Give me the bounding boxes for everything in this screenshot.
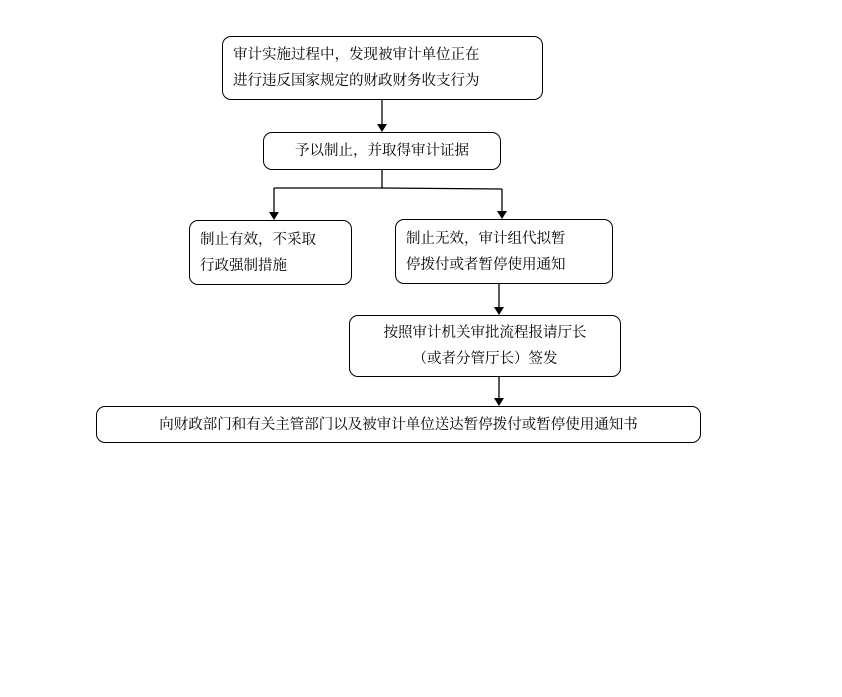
node-approval-line-1: 按照审计机关审批流程报请厅长	[383, 325, 587, 341]
node-start-line-2: 进行违反国家规定的财政财务收支行为	[233, 73, 480, 89]
node-ineffective-line-1: 制止无效，审计组代拟暂	[406, 230, 566, 247]
node-deliver-line-1: 向财政部门和有关主管部门以及被审计单位送达暂停拨付或暂停使用通知书	[159, 416, 638, 433]
node-effective-line-1: 制止有效，不采取	[200, 231, 316, 248]
node-stop-and-evidence	[263, 132, 501, 170]
node-deliver	[96, 406, 701, 443]
node-effective	[189, 220, 352, 285]
connector-branch-right	[382, 188, 502, 189]
node-ineffective	[395, 219, 613, 284]
node-approval-line-2: （或者分管厅长）签发	[412, 351, 558, 367]
connector-branch-split	[274, 170, 382, 188]
node-stop-and-evidence-line-1: 予以制止，并取得审计证据	[295, 143, 469, 159]
node-start-line-1: 审计实施过程中，发现被审计单位正在	[233, 47, 480, 63]
node-start	[222, 36, 543, 100]
node-effective-line-2: 行政强制措施	[200, 257, 287, 274]
node-approval	[349, 315, 621, 377]
node-ineffective-line-2: 停拨付或者暂停使用通知	[406, 256, 566, 273]
